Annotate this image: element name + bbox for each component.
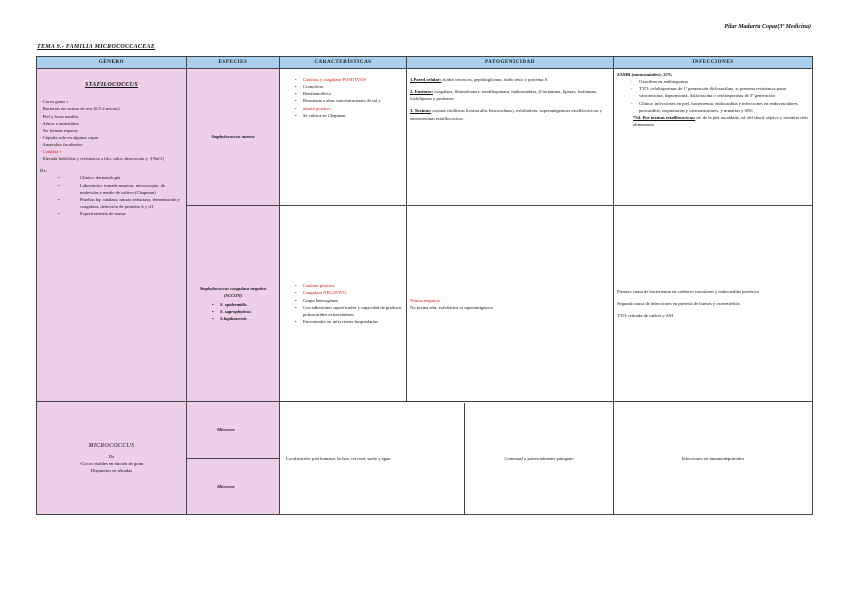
species-name-micrococcus: Micrococ [217, 427, 235, 433]
feature-item: · Aérios o anaerobios [40, 120, 80, 126]
characteristic-item: • Con adhesiones superficiales y capacidad de producir polisacáridos extracelulares [303, 304, 403, 318]
infections-list-aureus [617, 78, 809, 114]
species-name-sccon: Staphylococcus coagulasa negativo (SCCON) [199, 285, 267, 298]
species-cell-micrococcus [187, 402, 280, 515]
pathogenicity-text: No toxina alfa, exfoliativa ni superantígenica [410, 304, 493, 310]
infection-item: Segunda causa de infecciones en prótesis de huesos y osteomielitis [617, 301, 740, 307]
characteristic-item: • Resistente a altas concentraciones de sal y [303, 97, 403, 104]
subspecies-item: • S. epidermidis [220, 301, 276, 308]
column-header-infections: INFECCIONES [614, 57, 813, 69]
dx-item: • Clínico: dermatología [80, 174, 183, 181]
genus-cell-micrococcus [37, 402, 187, 515]
column-header-species: ESPECIES [187, 57, 280, 69]
species-name-aureus: Staphylococcus aureus [211, 134, 255, 140]
infection-item: Primera causa de bacteriemia en catéteres vasculares y endocarditis protésica [617, 288, 759, 294]
subspecies-item: • S.lugdunensis [220, 315, 276, 322]
feature-item: · No forman esporas [40, 127, 78, 133]
infection-item: TTO: retirada de catéter y AM [617, 313, 673, 319]
genus-name-micrococcus: MICROCOCCUS [88, 442, 135, 449]
micro-localization: Localización: piel humana, lechos, cerveza, suelo y agua [286, 455, 391, 461]
table-row [37, 69, 813, 206]
micro-infections: Infecciones en inmunodeprimidos [614, 402, 813, 515]
feature-item: · Bacterias en racimo de uva (0.5-2 micras) [40, 106, 120, 112]
nitrate-negative-label: Nitrato negativo [410, 297, 440, 303]
characteristic-item: • Cromóforo [303, 83, 403, 90]
dx-label: Dx: [40, 168, 47, 174]
characteristic-item: • Encontrados en infecciones hospitalarias [303, 318, 403, 325]
column-header-genus: GÉNERO [37, 57, 187, 69]
infections-cell-aureus [614, 69, 813, 206]
column-header-characteristics: CARACTERÍSTICAS [280, 57, 407, 69]
genus-name-staph: STAFILOCOCCUS [85, 82, 138, 89]
dx-item: • Pruebas bq: catalasa, nitrato reductasa, fermentación y coagulasa, detección de proteína A y clf [80, 196, 183, 210]
feature-item: · Elevada hidrólisis y resistencia a frío, calor, desecación y ↑[NaCl] [40, 156, 165, 162]
infection-item: - Oxacilina en antibiograma [639, 78, 809, 85]
characteristic-item: • Se cultiva en Chapman [303, 112, 403, 119]
pathogenicity-item: 2. Enzimas: coagulasa, fibrinolisina o estafiloquinasa, hialuronidasa, β-lactamasa, lipasas, fosfatasas, fosfolipasas y proteasas [410, 89, 597, 102]
dx-item: • Laboratorio: tomade muestra, microscopio, de molecular y medio de cultivo (Chapman) [80, 182, 183, 196]
samr-label: SAMR (nosocomiales): 25% [617, 72, 673, 78]
column-header-pathogenicity: PATOGENICIDAD [407, 57, 614, 69]
genus-cell-staph [37, 69, 187, 402]
dx-list [40, 174, 183, 217]
feature-item: · Anaerobio facultativo [40, 142, 83, 148]
characteristic-item: • Catalasa y coagulasa POSITIVOS [303, 76, 403, 83]
characteristic-item: • Betahemolítico [303, 90, 403, 97]
micro-feature: Dispuestos en tétradas [90, 468, 133, 474]
characteristics-list-sccon [283, 282, 403, 325]
characteristic-item: • Catalasa positiva [303, 282, 403, 289]
characteristic-item: • nitrato positivo [303, 105, 403, 112]
pathogenicity-item: 3. Toxinas: toxinas citolíticas (toxina alfa, leucocidinas), exfoliativas, superantígenicas estafilocócicas y enterotoxinas estafilocócicas [410, 108, 602, 121]
table-row [37, 402, 813, 515]
micro-detail-cell [280, 402, 614, 515]
header-row [37, 57, 813, 69]
micro-pathogen: Comensal o potencialmente patógeno [464, 403, 613, 514]
characteristic-item: • Grupo heterogéneo [303, 297, 403, 304]
feature-item: · Piel y fosas nasales [40, 113, 79, 119]
characteristics-list-aureus [283, 76, 403, 119]
dx-item: • Espectrometría de masas [80, 210, 183, 217]
characteristics-cell-aureus [280, 69, 407, 206]
toxin-infections: *S4. Por toxinas estafilococicas: sd. de la piel escaldada, sd. del shock séptico y toxiinfección alimentaria [633, 114, 808, 127]
species-cell-aureus [187, 69, 280, 206]
sccon-subspecies-list [190, 301, 276, 322]
infection-item: - TTO: cefalosporinas de 1ª generación dicloxacilina, si presenta resistencia pasar vancomicina, daptomicina, dalfofascina o cefalosporinas de 5ª generación [639, 85, 809, 99]
infections-cell-sccon [614, 205, 813, 401]
species-name-micrococcus: Micrococ [187, 458, 279, 514]
micro-dx: Dx [108, 454, 115, 460]
micro-feature: -Cocos visibles en tinción de gram [79, 461, 144, 467]
author-label: Pilar Madurra Copaz(3º Medicina) [724, 24, 811, 30]
feature-item: · Cápsula solo en algunas cepas [40, 134, 99, 140]
characteristic-item: • Coagulasa NEGATIVO [303, 289, 403, 296]
characteristics-cell-sccon [280, 205, 407, 401]
pathogenicity-cell-aureus [407, 69, 614, 206]
micrococcaceae-table [36, 56, 813, 515]
pathogenicity-item: 1.Pared celular: ácidos teicoicos, peptidoglicano, ácido teico y proteína A [410, 77, 548, 83]
document-title: TEMA 9.- FAMILIA MICROCOCCACEAE [37, 44, 156, 50]
feature-item-catalase: · Catalasa + [40, 149, 62, 155]
infection-item: - Clínica: infecciones en piel, bacteriemia, endocarditis e infecciones en endovasculares, pericarditis, respiratorias y osteoarticulares, y urinarias y SNC [639, 100, 809, 114]
subspecies-item: • S. saprophyticus [220, 308, 276, 315]
feature-item: · Cocos gram + [40, 99, 69, 105]
pathogenicity-cell-sccon [407, 205, 614, 401]
species-cell-sccon [187, 205, 280, 401]
